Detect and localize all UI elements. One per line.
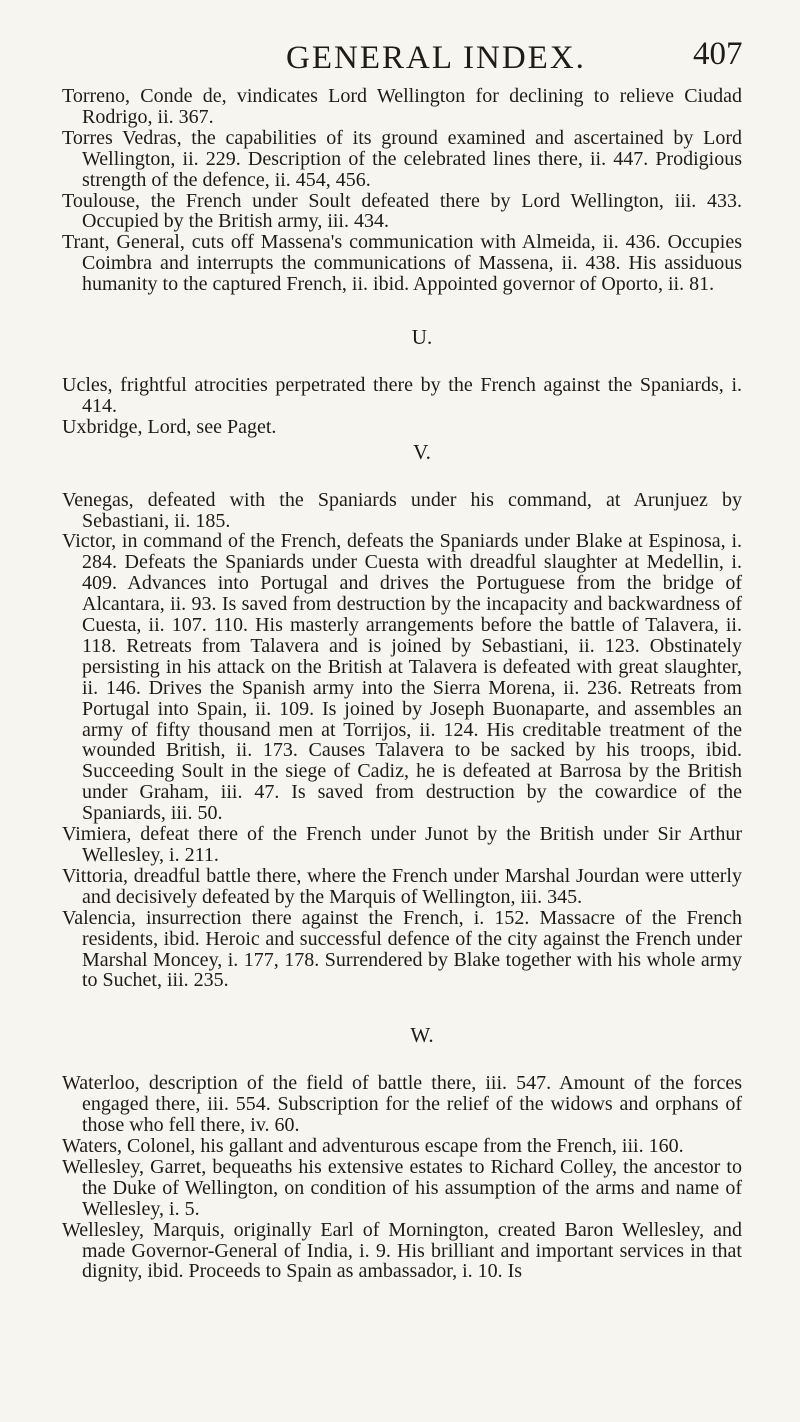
index-entry-torreno: Torreno, Conde de, vindicates Lord Wellington for declining to relieve Ciudad Rodrigo, ii. 367. [62, 85, 742, 128]
index-entry-toulouse: Toulouse, the French under Soult defeated there by Lord Wellington, iii. 433. Occupied by the British army, iii. 434. [62, 189, 742, 233]
index-entry-victor: Victor, in command of the French, defeats the Spaniards under Blake at Espinosa, i. 284. Defeats the Spaniards under Cuesta with dreadful slaughter at Medellin, i. 409. Advances into Portugal and drives the Portuguese from the bridge of Alcantara, ii. 93. Is saved from destruction by the incapacity and backwardness of Cuesta, ii. 107. 110. His masterly arrangements before the battle of Talavera, ii. 118. Retreats from Talavera and is joined by Sebastiani, ii. 123. Obstinately persisting in his attack on the British at Talavera is defeated with great slaughter, ii. 146. Drives the Spanish army into the Sierra Morena, ii. 236. Retreats from Portugal into Spain, ii. 109. Is joined by Joseph Buonaparte, and assembles an army of fifty thousand men at Torrijos, ii. 124. His creditable treatment of the wounded British, ii. 173. Causes Talavera to be sacked by his troops, ibid. Succeeding Soult in the siege of Cadiz, he is defeated at Barrosa by the British under Graham, iii. 47. Is saved from destruction by the cowardice of the Spaniards, iii. 50. [62, 530, 742, 825]
index-body [62, 86, 742, 1282]
index-entry-uxbridge: Uxbridge, Lord, see Paget. [62, 415, 277, 438]
section-heading-w: W. [410, 1023, 434, 1048]
index-entry-waters: Waters, Colonel, his gallant and adventurous escape from the French, iii. 160. [62, 1134, 684, 1157]
index-entry-vimiera: Vimiera, defeat there of the French under Junot by the British under Sir Arthur Wellesley, i. 211. [62, 823, 742, 866]
index-entry-venegas: Venegas, defeated with the Spaniards under his command, at Arunjuez by Sebastiani, ii. 185. [62, 488, 742, 532]
section-heading-v: V. [413, 439, 431, 464]
page-header [0, 36, 800, 86]
index-entry-wellesley-garret: Wellesley, Garret, bequeaths his extensive estates to Richard Colley, the ancestor to the Duke of Wellington, on condition of his assumption of the arms and name of Wellesley, i. 5. [62, 1155, 742, 1220]
index-entry-ucles: Ucles, frightful atrocities perpetrated there by the French against the Spaniards, i. 414. [62, 373, 742, 417]
page-number: 407 [693, 36, 743, 72]
index-entry-vittoria: Vittoria, dreadful battle there, where the French under Marshal Jourdan were utterly and decisively defeated by the Marquis of Wellington, iii. 345. [62, 864, 742, 908]
index-entry-trant: Trant, General, cuts off Massena's communication with Almeida, ii. 436. Occupies Coimbra and interrupts the communications of Massena, ii. 438. His assiduous humanity to the captured French, ii. ibid. Appointed governor of Oporto, ii. 81. [62, 231, 742, 296]
index-entry-wellesley-marquis: Wellesley, Marquis, originally Earl of Mornington, created Baron Wellesley, and made Governor-General of India, i. 9. His brilliant and important services in that dignity, ibid. Proceeds to Spain as ambassador, i. 10. Is [62, 1218, 742, 1283]
running-title: GENERAL INDEX. [286, 40, 586, 76]
index-entry-valencia: Valencia, insurrection there against the French, i. 152. Massacre of the French residents, ibid. Heroic and successful defence of the city against the French under Marshal Moncey, i. 177, 178. Surrendered by Blake together with his whole army to Suchet, iii. 235. [62, 906, 742, 992]
section-heading-u: U. [411, 325, 433, 350]
index-entry-waterloo: Waterloo, description of the field of battle there, iii. 547. Amount of the forces engaged there, iii. 554. Subscription for the relief of the widows and orphans of those who fell there, iv. 60. [62, 1072, 742, 1137]
index-entry-torres-vedras: Torres Vedras, the capabilities of its ground examined and ascertained by Lord Wellington, ii. 229. Description of the celebrated lines there, ii. 447. Prodigious strength of the defence, ii. 454, 456. [62, 126, 742, 191]
